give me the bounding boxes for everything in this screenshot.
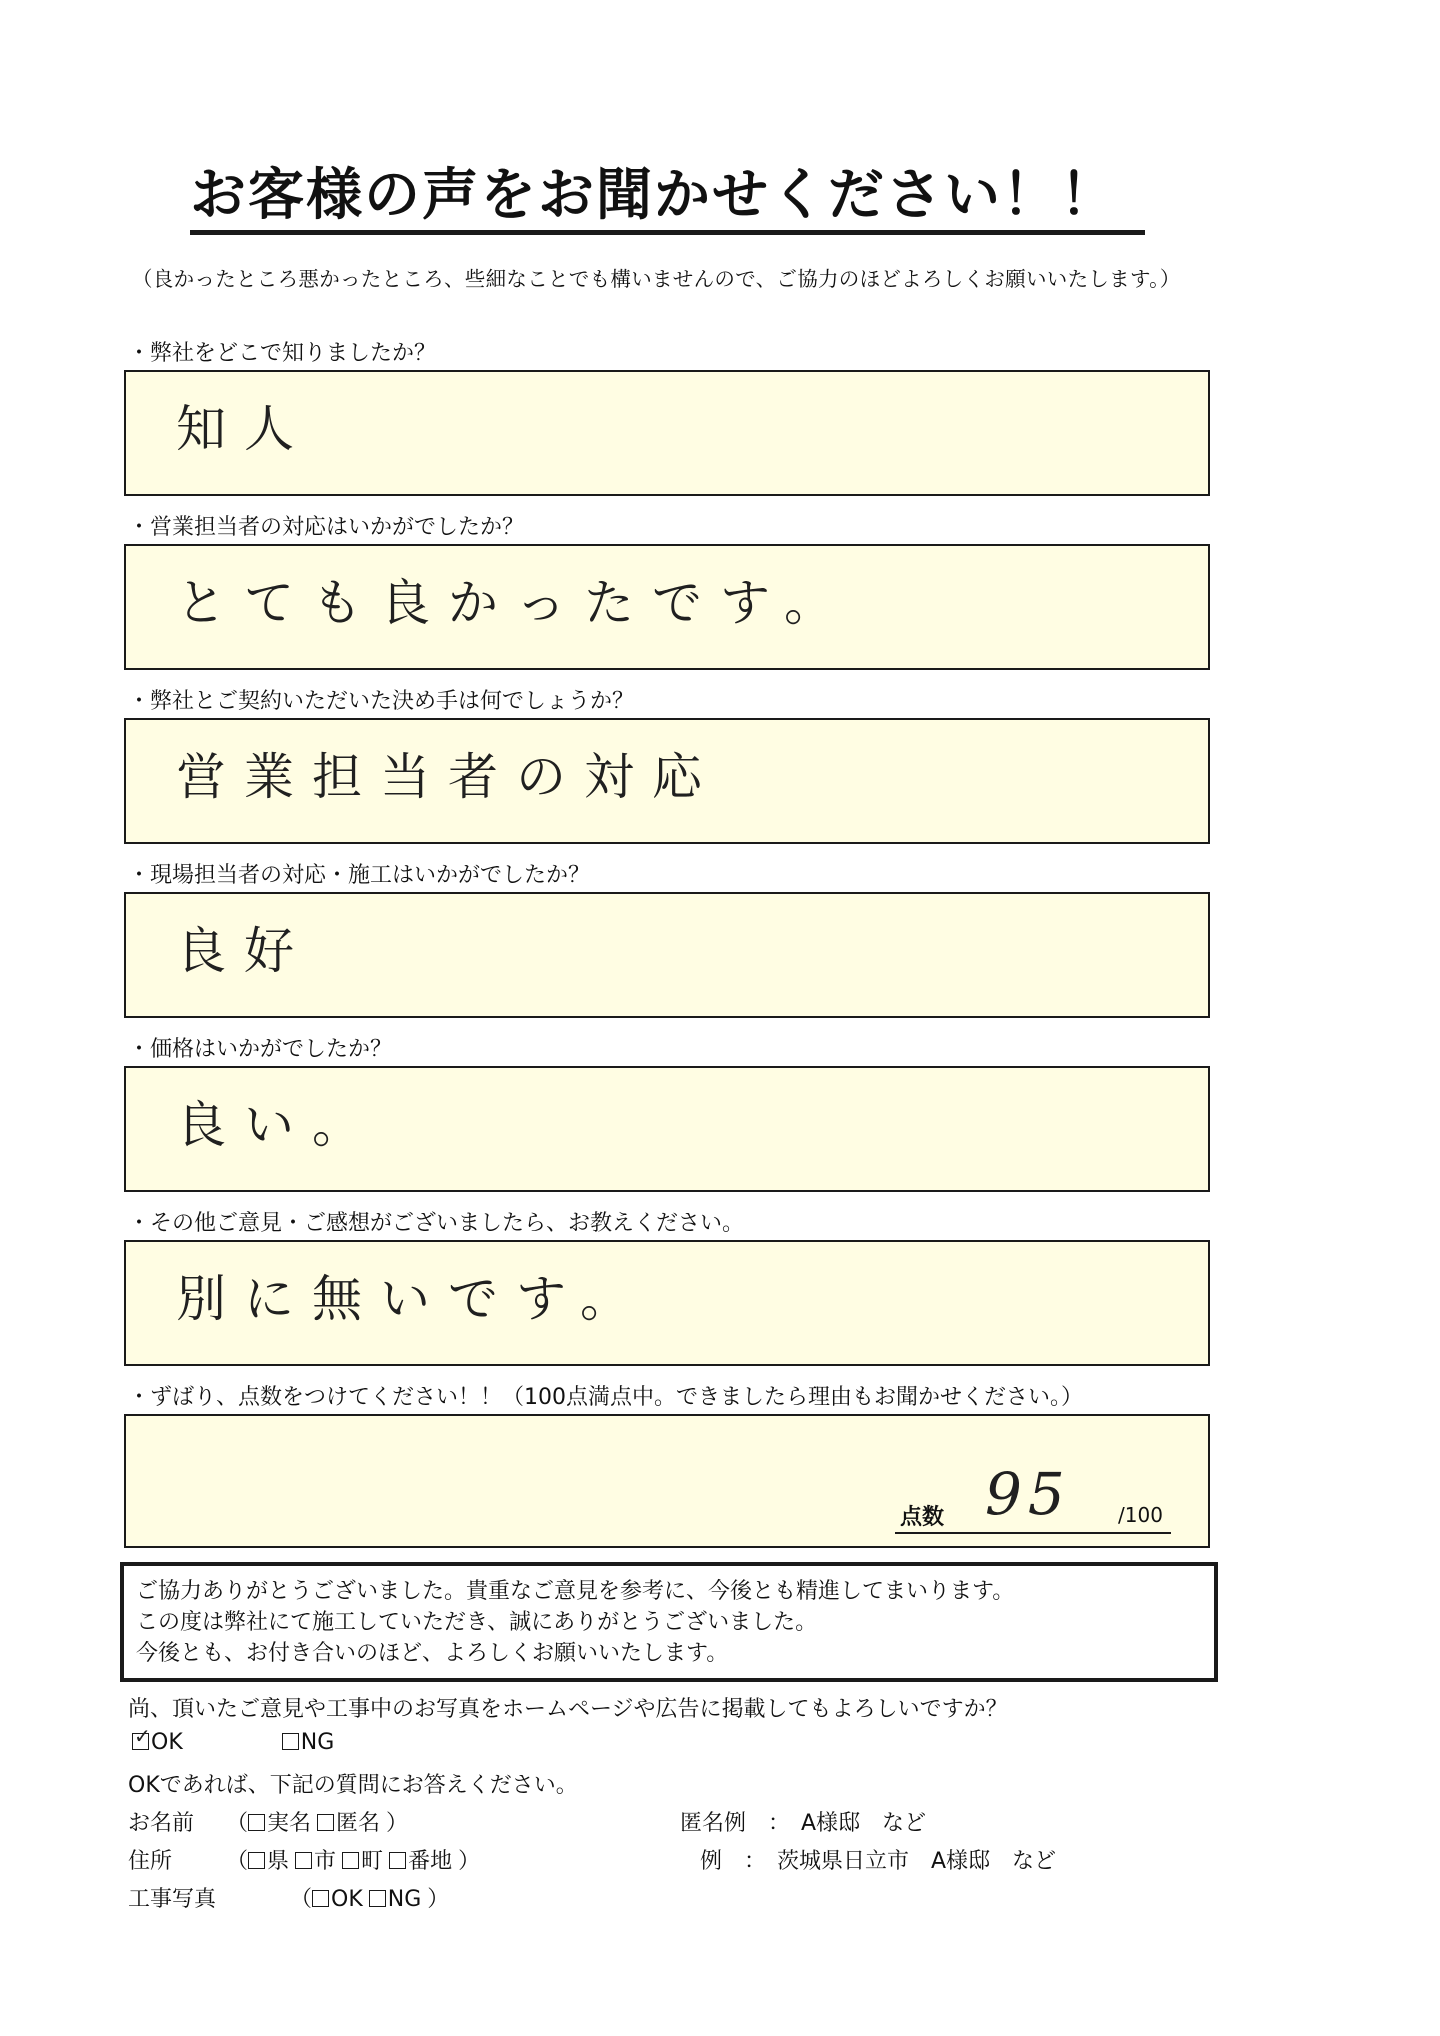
address-label: 住所: [128, 1849, 173, 1874]
option-label: 市: [314, 1849, 337, 1874]
permission-followup: OKであれば、下記の質問にお答えください。: [128, 1773, 578, 1798]
survey-subtitle: （良かったところ悪かったところ、些細なことでも構いませんので、ご協力のほどよろしくお願いいたします。）: [132, 267, 1181, 291]
ok-label: OK: [151, 1730, 183, 1755]
score-label: 点数: [900, 1505, 945, 1530]
answer-box-deciding-factor: [124, 718, 1210, 844]
paren-open: （: [290, 1887, 313, 1912]
permission-ng-option[interactable]: [282, 1730, 335, 1755]
score-max: /100: [1118, 1503, 1163, 1527]
ng-checkbox[interactable]: [282, 1733, 299, 1750]
answer-box-site-response: [124, 892, 1210, 1018]
title-underline: [190, 230, 1145, 235]
permission-options: [132, 1724, 340, 1755]
ok-checkbox[interactable]: [132, 1724, 151, 1750]
handwritten-answer: 別に無いです。: [176, 1270, 648, 1328]
name-options: [226, 1806, 408, 1837]
handwritten-answer: 営業担当者の対応: [176, 748, 720, 806]
checkbox[interactable]: [342, 1852, 359, 1869]
thanks-line: ご協力ありがとうございました。貴重なご意見を参考に、今後とも精進してまいります。: [136, 1579, 1015, 1604]
address-options: [226, 1844, 480, 1875]
address-option-town[interactable]: [342, 1844, 383, 1875]
option-label: 匿名: [336, 1811, 381, 1836]
check-mark-icon: ✓: [134, 1724, 151, 1748]
handwritten-answer: 良い。: [176, 1096, 380, 1154]
survey-title: お客様の声をお聞かせください！！: [190, 163, 1118, 228]
option-label: NG: [387, 1887, 422, 1912]
address-option-prefecture[interactable]: [248, 1844, 289, 1875]
name-label: お名前: [128, 1811, 195, 1836]
question-label-score: ・ずばり、点数をつけてください！！（100点満点中。できましたら理由もお聞かせください。）: [128, 1385, 1083, 1410]
question-label-other-comments: ・その他ご意見・ご感想がございましたら、お教えください。: [128, 1211, 745, 1236]
address-option-city[interactable]: [295, 1844, 336, 1875]
ng-label: NG: [300, 1730, 335, 1755]
photo-options: [290, 1882, 449, 1913]
address-example: 例 ： 茨城県日立市 A様邸 など: [700, 1849, 1057, 1874]
photo-label: 工事写真: [128, 1887, 217, 1912]
name-option-anonymous[interactable]: [317, 1806, 380, 1837]
option-label: 県: [267, 1849, 290, 1874]
option-label: OK: [331, 1887, 363, 1912]
checkbox[interactable]: [295, 1852, 312, 1869]
paren-open: （: [226, 1849, 249, 1874]
name-example: 匿名例 ： A様邸 など: [680, 1811, 927, 1836]
option-label: 実名: [267, 1811, 312, 1836]
answer-box-source: [124, 370, 1210, 496]
paren-close: ）: [386, 1811, 409, 1836]
score-value-handwritten: 95: [985, 1460, 1071, 1528]
score-underline: [895, 1532, 1171, 1534]
permission-question: 尚、頂いたご意見や工事中のお写真をホームページや広告に掲載してもよろしいですか？: [128, 1697, 1008, 1722]
answer-box-price: [124, 1066, 1210, 1192]
thanks-line: 今後とも、お付き合いのほど、よろしくお願いいたします。: [136, 1641, 729, 1666]
question-label-deciding-factor: ・弊社とご契約いただいた決め手は何でしょうか？: [128, 689, 635, 714]
thanks-line: この度は弊社にて施工していただき、誠にありがとうございました。: [136, 1610, 818, 1635]
answer-box-other-comments: [124, 1240, 1210, 1366]
question-label-price: ・価格はいかがでしたか？: [128, 1037, 393, 1062]
paren-close: ）: [427, 1887, 450, 1912]
handwritten-answer: とても良かったです。: [176, 574, 852, 632]
photo-option-ok[interactable]: [312, 1887, 363, 1912]
option-label: 番地: [408, 1849, 453, 1874]
permission-ok-option[interactable]: [132, 1724, 183, 1755]
address-option-lot[interactable]: [389, 1844, 452, 1875]
thanks-message-box: [120, 1562, 1218, 1682]
question-label-sales-response: ・営業担当者の対応はいかがでしたか？: [128, 515, 525, 540]
checkbox[interactable]: [248, 1852, 265, 1869]
checkbox[interactable]: [369, 1890, 386, 1907]
checkbox[interactable]: [312, 1890, 329, 1907]
paren-open: （: [226, 1811, 249, 1836]
photo-option-ng[interactable]: [369, 1887, 422, 1912]
checkbox[interactable]: [248, 1814, 265, 1831]
name-option-real[interactable]: [248, 1806, 311, 1837]
checkbox[interactable]: [317, 1814, 334, 1831]
option-label: 町: [361, 1849, 384, 1874]
question-label-source: ・弊社をどこで知りましたか？: [128, 341, 437, 366]
handwritten-answer: 良好: [176, 922, 312, 980]
question-label-site-response: ・現場担当者の対応・施工はいかがでしたか？: [128, 863, 591, 888]
paren-close: ）: [458, 1849, 481, 1874]
checkbox[interactable]: [389, 1852, 406, 1869]
handwritten-answer: 知人: [176, 400, 312, 458]
answer-box-sales-response: [124, 544, 1210, 670]
